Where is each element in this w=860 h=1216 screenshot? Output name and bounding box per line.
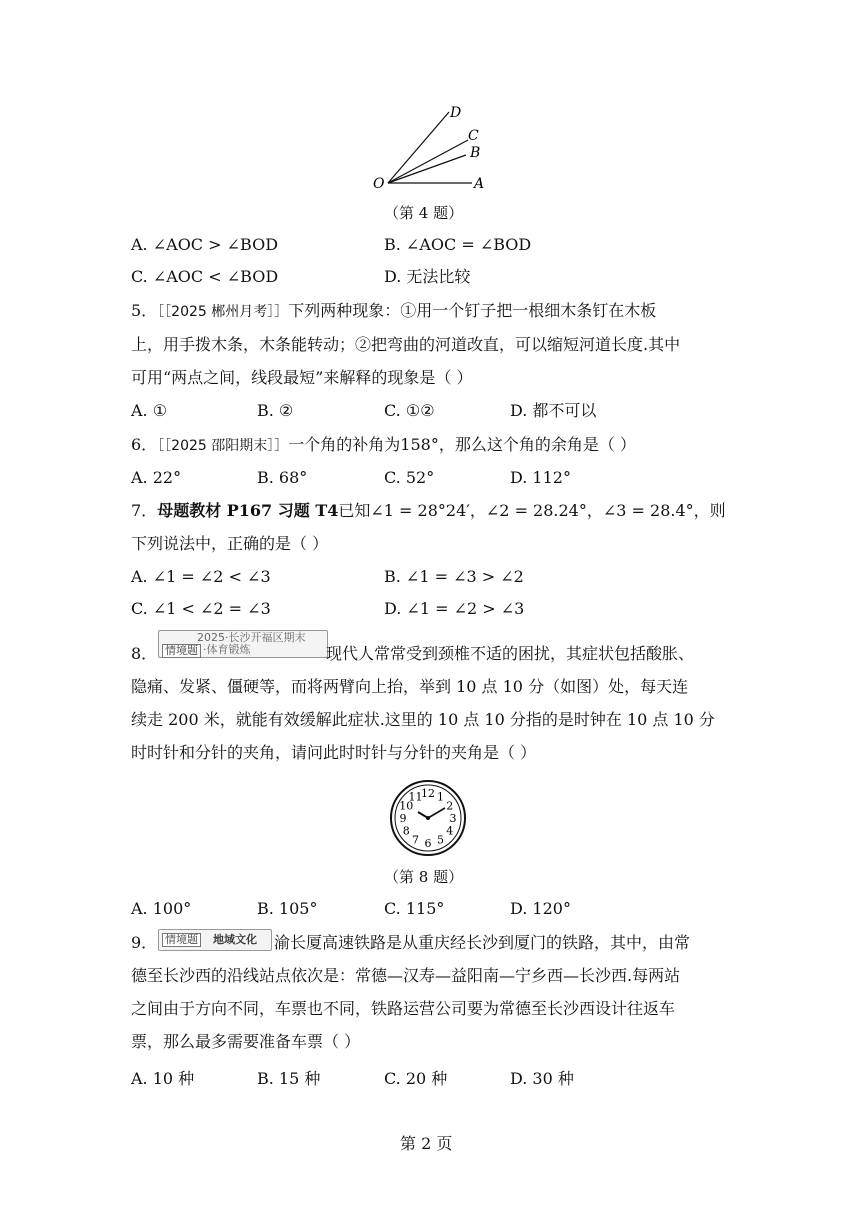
clock-center bbox=[426, 816, 430, 820]
q7-option-c[interactable]: C. ∠1 < ∠2 = ∠3 bbox=[131, 599, 271, 618]
q7-line2: 下列说法中，正确的是（ ） bbox=[131, 534, 329, 553]
q5-option-c[interactable]: C. ①② bbox=[384, 401, 435, 420]
q9-badge-kind: 情境题 bbox=[162, 933, 201, 947]
clock-number: 10 bbox=[399, 799, 414, 813]
q9-line4: 票，那么最多需要准备车票（ ） bbox=[131, 1032, 361, 1051]
q8-line4: 时时针和分针的夹角，请问此时时针与分针的夹角是（ ） bbox=[131, 743, 537, 762]
label-d: D bbox=[450, 105, 462, 121]
q7-option-b[interactable]: B. ∠1 = ∠3 > ∠2 bbox=[384, 567, 524, 586]
clock-number: 6 bbox=[424, 837, 432, 850]
q8-badge-sub: ·体育锻炼 bbox=[203, 643, 251, 656]
q7-line1 bbox=[131, 500, 726, 522]
ray-oc bbox=[388, 140, 468, 183]
q4-option-b[interactable]: B. ∠AOC = ∠BOD bbox=[384, 235, 532, 254]
q5-option-a[interactable]: A. ① bbox=[131, 401, 168, 420]
clock-number: 3 bbox=[449, 812, 457, 825]
q8-badge-kind: 情境题 bbox=[162, 644, 201, 658]
label-b: B bbox=[470, 145, 481, 161]
label-o: O bbox=[373, 176, 385, 192]
q7-number: 7． bbox=[131, 501, 158, 520]
q8-number: 8． bbox=[131, 644, 158, 663]
q6-option-b[interactable]: B. 68° bbox=[257, 468, 308, 487]
q5-source-tag: ［［2025 郴州月考］］ bbox=[157, 304, 289, 320]
clock-number: 11 bbox=[408, 790, 423, 804]
q6-option-a[interactable]: A. 22° bbox=[131, 468, 182, 487]
clock-number: 9 bbox=[399, 812, 407, 825]
clock-minute-hand bbox=[428, 808, 445, 818]
q5-line1 bbox=[131, 300, 656, 323]
q9-option-d[interactable]: D. 30 种 bbox=[510, 1069, 574, 1088]
q5-line2: 上，用手拨木条，木条能转动；②把弯曲的河道改直，可以缩短河道长度.其中 bbox=[131, 335, 681, 354]
clock-number: 8 bbox=[402, 824, 410, 838]
q7-option-a[interactable]: A. ∠1 = ∠2 < ∠3 bbox=[131, 567, 271, 586]
clock-figure bbox=[388, 778, 468, 858]
q7-text-1: 已知∠1 = 28°24′，∠2 = 28.24°，∠3 = 28.4°，则 bbox=[338, 501, 726, 520]
fig8-caption: （第 8 题） bbox=[384, 868, 464, 886]
q8-option-d[interactable]: D. 120° bbox=[510, 899, 571, 918]
q9-number: 9． bbox=[131, 933, 158, 952]
clock-number: 4 bbox=[446, 824, 454, 838]
q6-number: 6． bbox=[131, 435, 158, 454]
q8-line2: 隐痛、发紧、僵硬等，而将两臂向上抬，举到 10 点 10 分（如图）处，每天连 bbox=[131, 677, 689, 696]
page-number: 第 2 页 bbox=[400, 1134, 453, 1153]
q8-badge-top: 2025·长沙开福区期末 bbox=[197, 631, 306, 644]
q6-text: 一个角的补角为158°，那么这个角的余角是（ ） bbox=[288, 435, 636, 454]
q5-line3: 可用“两点之间，线段最短”来解释的现象是（ ） bbox=[131, 368, 473, 387]
q5-option-d[interactable]: D. 都不可以 bbox=[510, 401, 597, 420]
q5-number: 5． bbox=[131, 301, 158, 320]
q8-option-c[interactable]: C. 115° bbox=[384, 899, 445, 918]
q8-option-b[interactable]: B. 105° bbox=[257, 899, 318, 918]
clock-number: 2 bbox=[446, 799, 454, 813]
q9-option-a[interactable]: A. 10 种 bbox=[131, 1069, 195, 1088]
q9-line3: 之间由于方向不同，车票也不同，铁路运营公司要为常德至长沙西设计往返车 bbox=[131, 999, 676, 1018]
q6-line1 bbox=[131, 434, 636, 457]
q9-badge-sub: 地域文化 bbox=[213, 933, 257, 946]
label-a: A bbox=[474, 176, 485, 192]
q7-option-d[interactable]: D. ∠1 = ∠2 > ∠3 bbox=[384, 599, 525, 618]
q5-text-1: 下列两种现象：①用一个钉子把一根细木条钉在木板 bbox=[288, 301, 657, 320]
q8-line1: 现代人常常受到颈椎不适的困扰，其症状包括酸胀、 bbox=[326, 644, 695, 663]
q9-line2: 德至长沙西的沿线站点依次是：常德—汉寿—益阳南—宁乡西—长沙西.每两站 bbox=[131, 966, 681, 985]
clock-number: 5 bbox=[437, 833, 444, 847]
q8-context-badge bbox=[158, 630, 328, 658]
clock-number: 1 bbox=[437, 790, 444, 804]
q4-option-d[interactable]: D. 无法比较 bbox=[384, 267, 471, 286]
q9-option-b[interactable]: B. 15 种 bbox=[257, 1069, 321, 1088]
q8-line3: 续走 200 米，就能有效缓解此症状.这里的 10 点 10 分指的是时钟在 10 点 10 分 bbox=[131, 710, 715, 729]
q7-source: 母题教材 P167 习题 T4 bbox=[157, 501, 339, 520]
angle-figure bbox=[360, 98, 500, 198]
q4-option-c[interactable]: C. ∠AOC < ∠BOD bbox=[131, 267, 279, 286]
q6-source-tag: ［［2025 邵阳期末］］ bbox=[157, 438, 289, 454]
q9-line1: 渝长厦高速铁路是从重庆经长沙到厦门的铁路，其中，由常 bbox=[274, 933, 691, 952]
q4-option-a[interactable]: A. ∠AOC > ∠BOD bbox=[131, 235, 279, 254]
q6-option-d[interactable]: D. 112° bbox=[510, 468, 571, 487]
label-c: C bbox=[468, 128, 479, 144]
clock-number: 12 bbox=[421, 787, 435, 800]
clock-number: 7 bbox=[412, 833, 419, 847]
fig4-caption: （第 4 题） bbox=[384, 204, 464, 222]
q6-option-c[interactable]: C. 52° bbox=[384, 468, 435, 487]
q8-option-a[interactable]: A. 100° bbox=[131, 899, 192, 918]
q5-option-b[interactable]: B. ② bbox=[257, 401, 294, 420]
q9-option-c[interactable]: C. 20 种 bbox=[384, 1069, 448, 1088]
q9-context-badge bbox=[158, 929, 272, 951]
